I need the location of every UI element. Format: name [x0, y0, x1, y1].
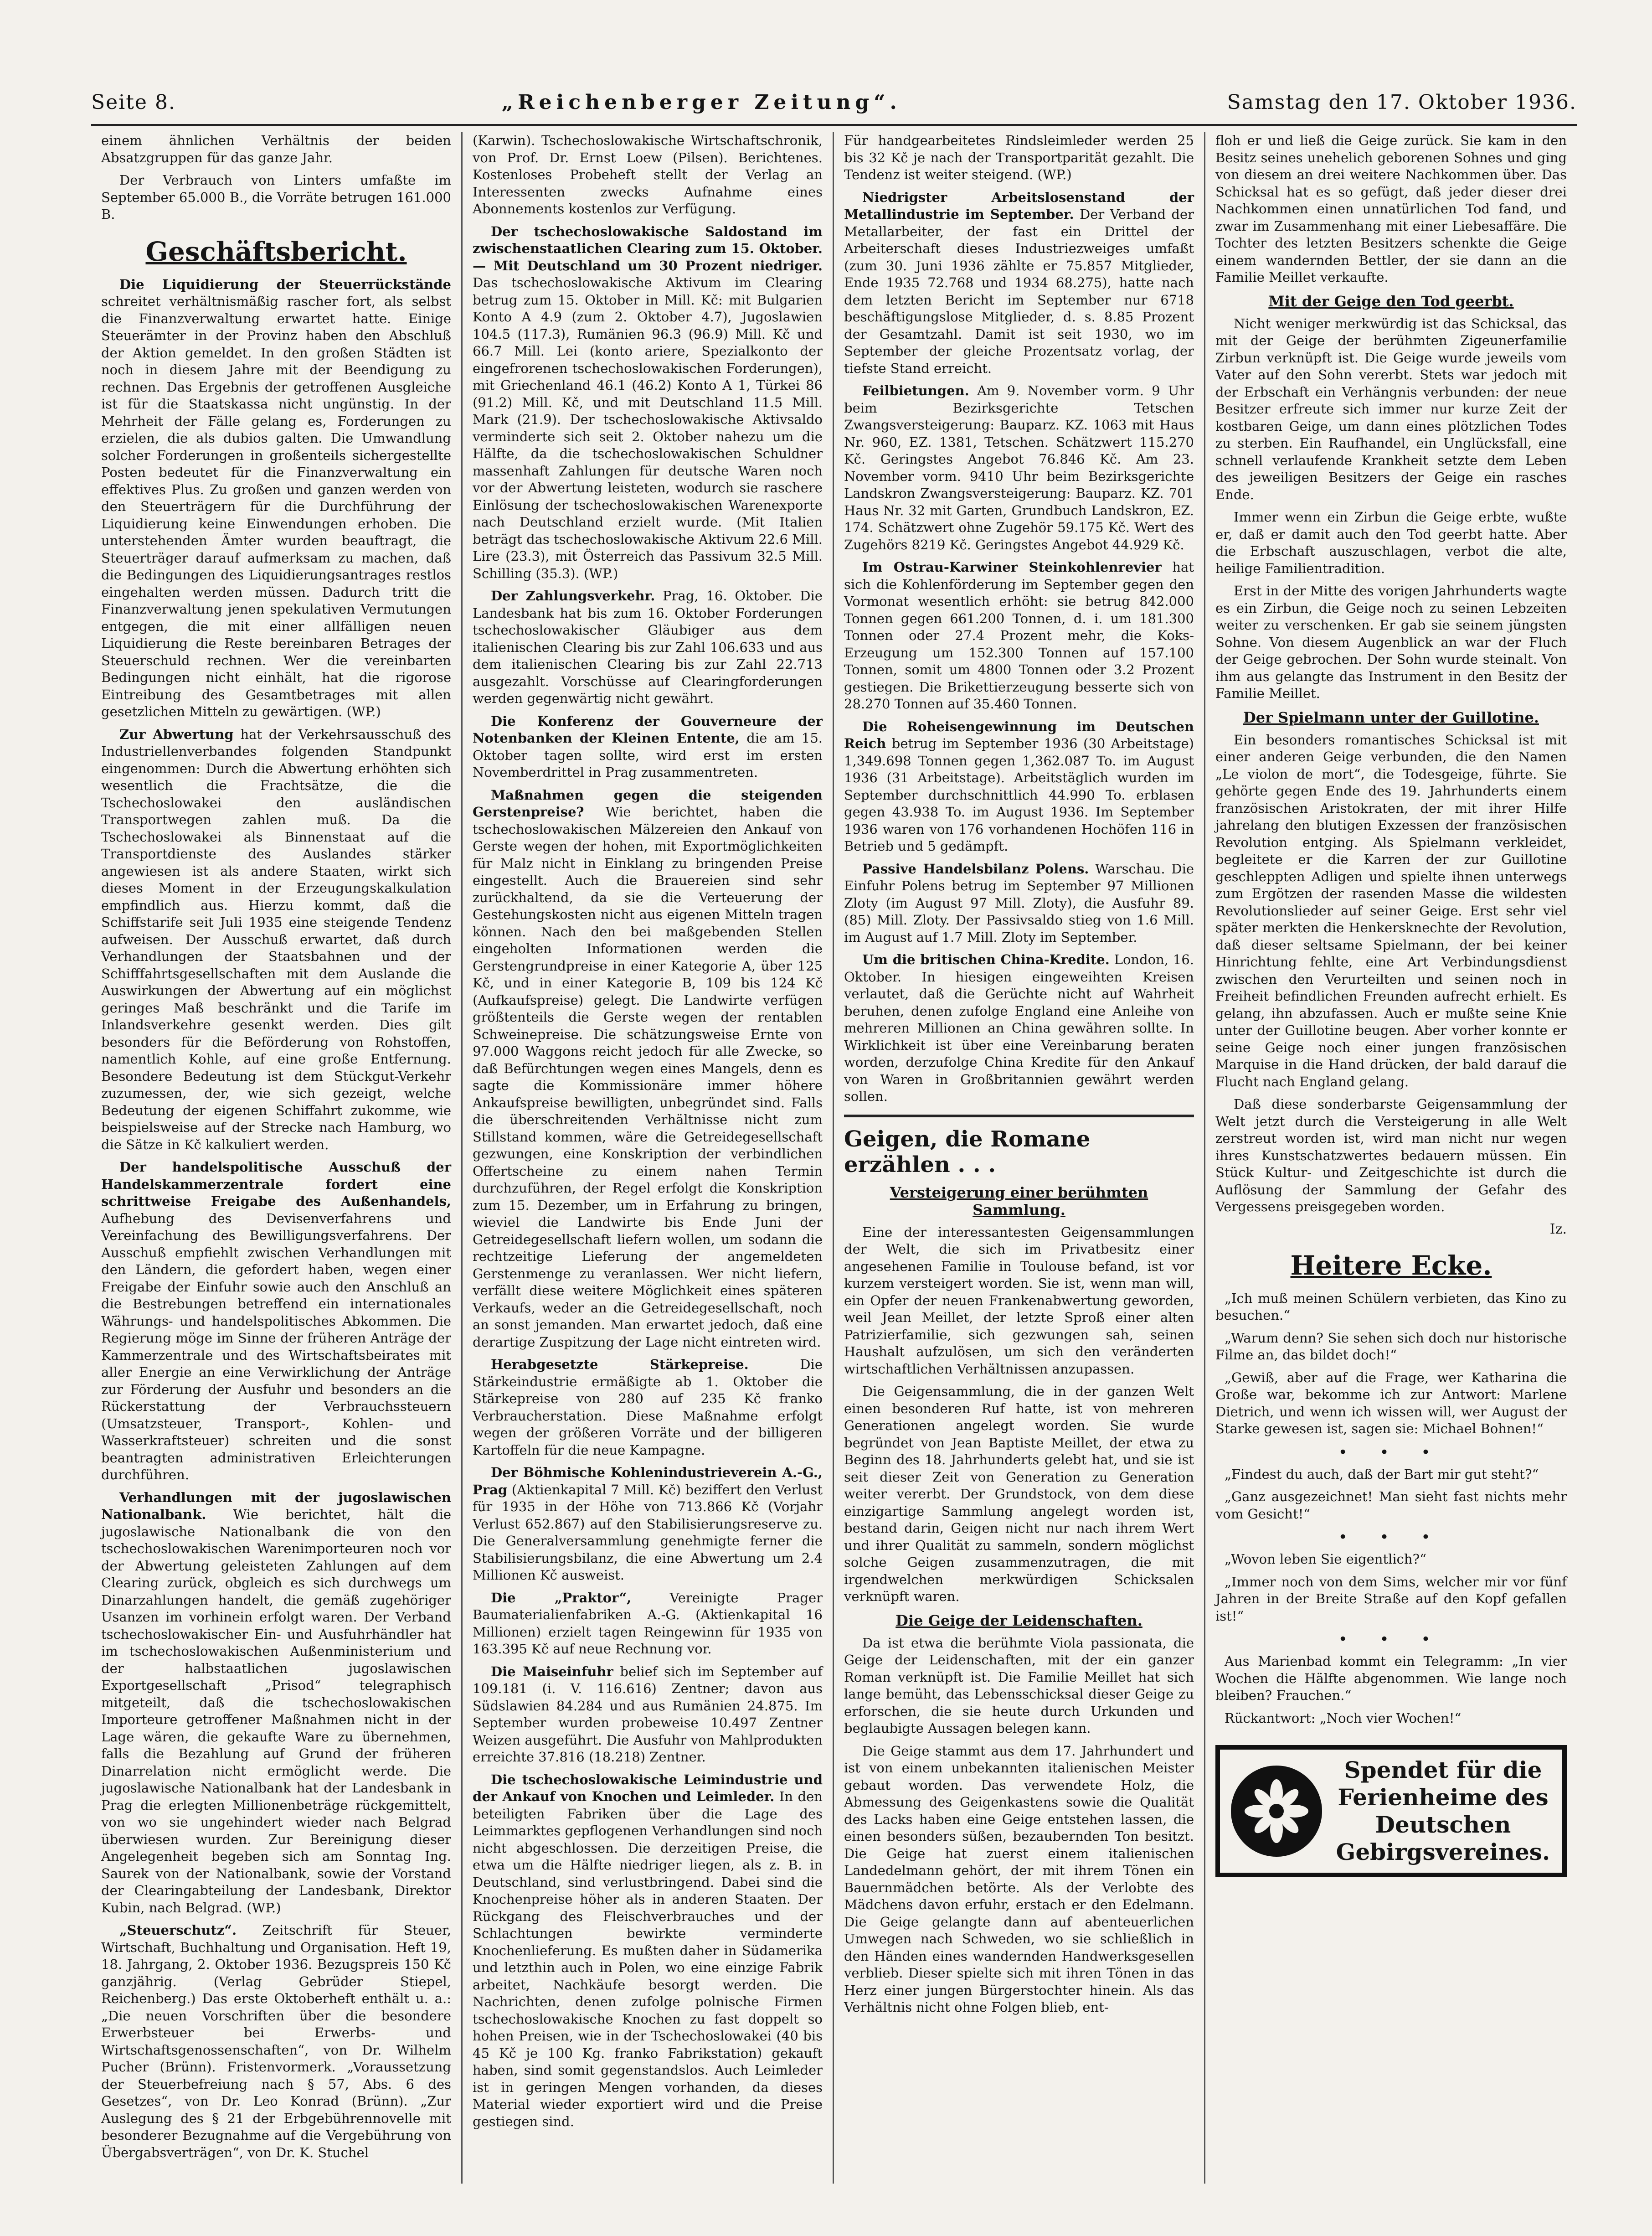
- jokes: [1215, 1290, 1567, 1727]
- paragraph: Ein besonders romantisches Schicksal ist mit einer anderen Geige verbunden, die den Namen „Le violon de mort“, die Todesgeige, führte. Sie gehörte gegen Ende des 19. Jahrhunderts einem französischen Aristokraten, der mit ihrer Hilfe jahrelang den blutigen Exzessen der französischen Revolution entging. Als Spielmann verkleidet, begleitete er die Karren der zur Guillotine geschleppten Adligen und spielte ihnen unterwegs zum Ergötzen der rasenden Masse die wildesten Revolutionslieder auf seiner Geige. Erst sehr viel später merkten die Henkersknechte der Revolution, daß dieser seltsame Spielmann, der bei keiner Hinrichtung fehlte, eine Art Verbindungsdienst zwischen den Verurteilten und seinen noch in Freiheit befindlichen Freunden aufrecht erhielt. Es gelang, ihn abzufassen. Auch er mußte seine Knie unter der Guillotine beugen. Aber vorher konnte er seine Geige noch einer jungen französischen Marquise in die Hand drücken, der bald darauf die Flucht nach England gelang.: [1215, 732, 1567, 1090]
- joke-line: „Gewiß, aber auf die Frage, wer Katharina die Große war, bekomme ich zur Antwort: Marlene Dietrich, und wenn ich wissen will, wer August der Starke gewesen ist, sagen sie: Michael Bohnen!“: [1215, 1369, 1567, 1436]
- article-body: Vereinigte Prager Baumaterialienfabriken A.-G. (Aktienkapital 16 Millionen) erzielt tagen Reingewinn für 1935 von 163.395 Kč auf neue Rechnung vor.: [473, 1590, 823, 1657]
- article: [844, 718, 1194, 855]
- article-body: Zeitschrift für Steuer, Wirtschaft, Buchhaltung und Organisation. Heft 19, 18. Jahrgang, 2. Oktober 1936. Bezugspreis 150 Kč ganzjährig. (Verlag Gebrüder Stiepel, Reichenberg.) Das erste Oktoberheft enthält u. a.: „Die neuen Vorschriften über die besondere Erwerbsteuer bei Erwerbs- und Wirtschaftsgenossenschaften“, von Dr. Wilhelm Pucher (Brünn). Fristenvormerk. „Voraussetzung der Steuerbefreiung nach § 57, Abs. 6 des Gesetzes“, von Dr. Leo Konrad (Brünn). „Zur Auslegung des § 21 der Erbgebührennovelle mit besonderer Bezugnahme auf die Vergebührung von Übergabsverträgen“, von Dr. K. Stuchel: [101, 1922, 452, 2160]
- article: [473, 1464, 823, 1584]
- article: [473, 223, 823, 583]
- column-1: [91, 132, 463, 2184]
- article-body: Der Verband der Metallarbeiter, der fast ein Drittel der Arbeiterschaft dieses Industriezweiges umfaßt (zum 30. Juni 1936 zählte er 75.857 Mitglieder, Ende 1935 72.768 und 1934 68.275), hatte nach dem letzten Bericht im September nur 6718 beschäftigungslose Mitglieder, d. s. 8.85 Prozent der Gesamtzahl. Damit ist seit 1930, wo im September der gleiche Prozentsatz vorlag, der tiefste Stand erreicht.: [844, 207, 1194, 376]
- paragraph: Die Geige stammt aus dem 17. Jahrhundert und ist von einem unbekannten italienischen Meister gebaut worden. Das verwendete Holz, die Abmessung des Geigenkastens sowie die Qualität des Lacks haben eine Geige entstehen lassen, die einen besonders süßen, bezaubernden Ton besitzt. Die Geige hat zuerst einem italienischen Landedelmann gehört, der mit ihrem Tönen ein Bauernmädchen betörte. Als der Verlobte des Mädchens davon erfuhr, erstach er den Edelmann. Die Geige gelangte dann auf abenteuerlichen Umwegen nach Schweden, wo sie schließlich in den Händen eines wandernden Handwerksgesellen verblieb. Dieser spielte sich mit ihren Tönen in das Herz einer jungen Bürgerstochter hinein. Als das Verhältnis nicht ohne Folgen blieb, ent-: [844, 1743, 1194, 2015]
- paragraph: Erst in der Mitte des vorigen Jahrhunderts wagte es ein Zirbun, die Geige noch zu seinen Lebzeiten weiter zu verschenken. Er gab sie seinem jüngsten Sohne. Von diesem Augenblick an war der Fluch der Geige gebrochen. Der Sohn wurde steinalt. Von ihm aus gelangte das Instrument in den Besitz der Familie Meillet.: [1215, 583, 1567, 701]
- joke-line: „Ich muß meinen Schülern verbieten, das Kino zu besuchen.“: [1215, 1290, 1567, 1323]
- column-3: [834, 132, 1205, 2184]
- article-body: die am 15. Oktober tagen sollte, wird erst im ersten Novemberdrittel in Prag zusammentreten.: [473, 730, 823, 780]
- article: [473, 1771, 823, 2131]
- article: [473, 787, 823, 1351]
- paragraph: Eine der interessantesten Geigensammlungen der Welt, die sich im Privatbesitz einer angesehenen Familie in Toulouse befand, ist vor kurzem versteigert worden. Sie ist, wenn man will, ein Opfer der neuen Frankenabwertung geworden, weil Jean Meillet, der letzte Sproß einer alten Patrizierfamilie, sich gezwungen sah, seinen Haushalt aufzulösen, um sich den veränderten wirtschaftlichen Verhältnissen anzupassen.: [844, 1224, 1194, 1377]
- article: [844, 559, 1194, 713]
- article: [473, 1356, 823, 1459]
- joke-line: „Findest du auch, daß der Bart mir gut steht?“: [1225, 1466, 1539, 1482]
- article-headline: Im Ostrau-Karwiner Steinkohlenrevier: [862, 559, 1162, 575]
- article-body: schreitet verhältnismäßig rascher fort, als selbst die Finanzverwaltung erwartet hatte. Einige Steuerämter in der Provinz haben den Abschluß der Aktion gemeldet. In den großen Städten ist noch in diesem Jahre mit der Beendigung zu rechnen. Das Ergebnis der getroffenen Ausgleiche ist für die Staatskassa nicht ungünstig. In der Mehrheit der Fälle gelang es, Forderungen zu erzielen, die als dubios galten. Die Umwandlung solcher Forderungen in großenteils sichergestellte Posten bedeutet für die Finanzverwaltung ein effektives Plus. Zu großen und ganzen werden von den Steuerträgern für die Durchführung der Liquidierung keine Einwendungen erhoben. Die unterstehenden Ämter wurden beauftragt, die Steuerträger darauf aufmerksam zu machen, daß die Bedingungen des Liquidierungsantrages restlos eingehalten werden müssen. Dadurch tritt die Finanzverwaltung jenen spekulativen Vermutungen entgegen, die mit einer allfälligen neuen Liquidierung die Reste bereinbaren Betrages der Steuerschuld rechnen. Wer die vereinbarten Bedingungen nicht einhält, hat die rigorose Eintreibung des Gesamtbetrages mit allen gesetzlichen Mitteln zu gewärtigen. (WP.): [101, 294, 451, 719]
- paragraph: Die Geigensammlung, die in der ganzen Welt einen besonderen Ruf hatte, ist von mehreren Generationen angelegt worden. Sie wurde begründet von Jean Baptiste Meillet, der etwa zu Beginn des 18. Jahrhunderts gelebt hat, und sie ist seit dieser Zeit von Generation zu Generation weiter vererbt. Der Grundstock, von dem diese einzigartige Sammlung angelegt worden ist, bestand darin, Geigen nicht nur nach ihrem Wert und ihrer Qualität zu sammeln, sondern möglichst solche Geigen zusammenzutragen, die mit irgendwelchen merkwürdigen Schicksalen verknüpft waren.: [844, 1384, 1194, 1604]
- separator-dots: • • •: [1338, 1528, 1444, 1546]
- article-headline: Niedrigster Arbeitslosenstand der Metallindustrie im September.: [844, 189, 1194, 222]
- article-body: Die Stärkeindustrie ermäßigte ab 1. Oktober die Stärkepreise von 280 auf 235 Kč franko Verbraucherstation. Diese Maßnahme erfolgt wegen der größeren Vorräte und der billigeren Kartoffeln für die neue Kampagne.: [473, 1357, 823, 1458]
- feuilleton-subtitle: Versteigerung einer berühmten Sammlung.: [890, 1183, 1148, 1219]
- paragraph: floh er und ließ die Geige zurück. Sie kam in den Besitz seines unehelich geborenen Sohnes und ging von diesem an drei weitere Nachkommen über. Das Schicksal hat es so gefügt, daß jeder dieser drei Nachkommen einen unnatürlichen Tod fand, und zwar im Zusammenhang mit einer Liebesaffäre. Die Tochter des letzten Besitzers schenkte die Geige einem wandernden Bettler, der sie dann an die Familie Meillet verkaufte.: [1215, 133, 1567, 285]
- advertisement-text: Spendet für die Ferienheime des Deutschen Gebirgsvereines.: [1336, 1756, 1550, 1865]
- article-headline: Der handelspolitische Ausschuß der Handelskammerzentrale fordert eine schrittweise Freigabe des Außenhandels,: [101, 1159, 451, 1209]
- article-headline: Die tschechoslowakische Leimindustrie und der Ankauf von Knochen und Leimleder.: [473, 1771, 823, 1804]
- column-4: [1205, 132, 1577, 2184]
- paragraph: einem ähnlichen Verhältnis der beiden Absatzgruppen für das ganze Jahr.: [101, 133, 451, 165]
- feuilleton-rule: [844, 1115, 1194, 1117]
- article-body: Das tschechoslowakische Aktivum im Clearing betrug zum 15. Oktober in Mill. Kč: mit Bulgarien Konto A 4.9 (zum 2. Oktober 4.7), Jugoslawien 104.5 (117.3), Rumänien 96.3 (96.9) Mill. Kč und 66.7 Mill. Lei (konto ariere, Spezialkonto der eingefrorenen tschechoslowakischen Forderungen), mit Griechenland 46.1 (46.2) Konto A 1, Türkei 86 (91.2) Mill. Kč, und mit Deutschland 11.5 Mill. Mark (21.9). Der tschechoslowakische Aktivsaldo verminderte sich seit 2. Oktober nahezu um die Hälfte, da die tschechoslowakischen Schuldner massenhaft Zahlungen für deutsche Waren noch vor der Abwertung leisteten, wodurch sie raschere Einlösung der tschechoslowakischen Warenexporte nach Deutschland erzielt wurde. (Mit Italien beträgt das tschechoslowakische Aktivum 22.6 Mill. Lire (23.3), mit Österreich das Passivum 32.5 Mill. Schilling (35.3). (WP.): [473, 275, 823, 581]
- article: [101, 1489, 451, 1917]
- separator-dots: • • •: [1338, 1443, 1444, 1461]
- article-headline: Die Konferenz der Gouverneure der Notenbanken der Kleinen Entente,: [473, 713, 823, 746]
- header-rule: [91, 124, 1577, 126]
- article-body: hat sich die Kohlenförderung im September gegen den Vormonat wesentlich erhöht: sie betrug 842.000 Tonnen gegen 661.200 Tonnen, d. i. um 181.300 Tonnen oder 27.4 Prozent mehr, die Koks-Erzeugung um 152.300 Tonnen auf 157.100 Tonnen, somit um 4800 Tonnen oder 3.2 Prozent gestiegen. Die Brikettierzeugung besserte sich von 28.270 Tonnen auf 35.460 Tonnen.: [844, 559, 1194, 712]
- joke-line: Aus Marienbad kommt ein Telegramm: „In vier Wochen die Hälfte abgenommen. Wie lange noch bleiben? Frauchen.“: [1215, 1653, 1567, 1703]
- separator-dots: • • •: [1338, 1630, 1444, 1648]
- article-headline: Passive Handelsbilanz Polens.: [862, 861, 1089, 877]
- joke-line: „Ganz ausgezeichnet! Man sieht fast nichts mehr vom Gesicht!“: [1215, 1489, 1567, 1522]
- article-headline: Verhandlungen mit der jugoslawischen Nationalbank.: [101, 1489, 451, 1522]
- article: [101, 276, 451, 721]
- article: [844, 382, 1194, 553]
- columns: [91, 132, 1577, 2184]
- article-headline: „Steuerschutz“.: [119, 1922, 237, 1938]
- article-body: Am 9. November vorm. 9 Uhr beim Bezirksgerichte Tetschen Zwangsversteigerung: Bauparz. KZ. 1063 mit Haus Nr. 960, EZ. 1381, Tetschen. Schätzwert 115.270 Kč. Geringstes Angebot 76.846 Kč. Am 23. November vorm. 9410 Uhr beim Bezirksgerichte Landskron Zwangsversteigerung: Bauparz. KZ. 701 Haus Nr. 32 mit Garten, Grundbuch Landskron, EZ. 174. Schätzwert ohne Zugehör 59.175 Kč. Wert des Zugehörs 8219 Kč. Geringstes Angebot 44.929 Kč.: [844, 383, 1194, 553]
- article: [101, 726, 451, 1154]
- section-title: Geschäftsbericht.: [145, 236, 407, 267]
- article: [844, 951, 1194, 1105]
- article-body: belief sich im September auf 109.181 (i. V. 116.616) Zentner; davon aus Südslawien 84.284 und aus Rumänien 24.875. Im September wurden probeweise 10.497 Zentner Weizen ausgeführt. Die Ausfuhr von Mahlprodukten erreichte 37.816 (18.218) Zentner.: [473, 1663, 823, 1765]
- article: [473, 713, 823, 781]
- column-2: [463, 132, 834, 2184]
- feuilleton-title: Geigen, die Romane erzählen . . .: [844, 1126, 1091, 1177]
- joke-line: „Wovon leben Sie eigentlich?“: [1225, 1551, 1426, 1567]
- article: [473, 1663, 823, 1766]
- article: [473, 588, 823, 707]
- article-headline: Um die britischen China-Kredite.: [862, 952, 1110, 967]
- joke-line: Rückantwort: „Noch vier Wochen!“: [1225, 1710, 1462, 1726]
- paragraph: Für handgearbeitetes Rindsleimleder werden 25 bis 32 Kč je nach der Transportparität gezahlt. Die Tendenz ist weiter steigend. (WP.): [844, 133, 1194, 182]
- article-body: Prag, 16. Oktober. Die Landesbank hat bis zum 16. Oktober Forderungen tschechoslowakischer Gläubiger aus dem italienischen Clearing bis zur Zahl 106.633 und aus dem italienischen Clearing bis zur Zahl 22.713 ausgezahlt. Vorschüsse auf Clearingforderungen werden gegenwärtig nicht gewährt.: [473, 588, 823, 706]
- article-headline: Zur Abwertung: [119, 726, 234, 742]
- article-body: London, 16. Oktober. In hiesigen eingeweihten Kreisen verlautet, daß die Gerüchte nicht auf Wahrheit beruhen, denen zufolge England eine Anleihe von mehreren Millionen an China gewähren sollte. In Wirklichkeit ist über eine Vereinbarung beraten worden, derzufolge China Kredite für den Ankauf von Waren in Großbritannien gewährt werden sollen.: [844, 952, 1194, 1104]
- paragraph: (Karwin). Tschechoslowakische Wirtschaftschronik, von Prof. Dr. Ernst Loew (Pilsen). Berichtenes. Kostenloses Probeheft stellt der Verlag an Interessenten zwecks Aufnahme eines Abonnements kostenlos zur Verfügung.: [473, 133, 823, 217]
- newspaper-page: [91, 82, 1577, 2197]
- masthead: „Reichenberger Zeitung“.: [501, 91, 901, 114]
- issue-date: Samstag den 17. Oktober 1936.: [1227, 91, 1577, 114]
- edelweiss-emblem-icon: [1231, 1766, 1322, 1857]
- article: [101, 1159, 451, 1484]
- page-header: [91, 82, 1577, 114]
- article-headline: Der tschechoslowakische Saldostand im zwischenstaatlichen Clearing zum 15. Oktober. — Mit Deutschland um 30 Prozent niedriger.: [473, 223, 823, 274]
- article-body: Wie berichtet, hält die jugoslawische Nationalbank die von den tschechoslowakischen Warenimporteuren noch vor der Abwertung geleisteten Zahlungen auf dem Clearing zurück, obgleich es sich durchwegs um Dinarzahlungen handelt, die gemäß zugehöriger Usanzen im vorhinein erfolgt waren. Der Verband tschechoslowakischer Ein- und Ausfuhrhändler hat im tschechoslowakischen Außenministerium und der halbstaatlichen jugoslawischen Exportgesellschaft „Prisod“ telegraphisch mitgeteilt, daß die tschechoslowakischen Importeure getroffener Maßnahmen nicht in der Lage wären, die gekaufte Ware zu übernehmen, falls die Bezahlung auf Grund der früheren Dinarrelation nicht ermöglicht werde. Die jugoslawische Nationalbank hat der Landesbank in Prag die erlegten Millionenbeträge rückgemittelt, von wo sie ungehindert wieder nach Belgrad überwiesen wurden. Zur Bereinigung dieser Angelegenheit begeben sich am Sonntag Ing. Saurek von der Nationalbank, sowie der Vorstand der Clearingabteilung der Landesbank, Direktor Kubin, nach Belgrad. (WP.): [101, 1507, 451, 1916]
- article-body: Warschau. Die Einfuhr Polens betrug im September 97 Millionen Zloty (im August 97 Mill. Zloty), die Ausfuhr 89. (85) Mill. Zloty. Der Passivsaldo stieg von 1.6 Mill. im August auf 1.7 Mill. Zloty im September.: [844, 861, 1194, 945]
- article-headline: Die Liquidierung der Steuerrückstände: [119, 276, 451, 292]
- subheading: Der Spielmann unter der Guillotine.: [1243, 708, 1539, 726]
- article-headline: Maßnahmen gegen die steigenden Gerstenpreise?: [473, 787, 823, 820]
- subheading: Mit der Geige den Tod geerbt.: [1268, 292, 1514, 310]
- article-body: betrug im September 1936 (30 Arbeitstage) 1,349.698 Tonnen gegen 1,362.087 To. im August 1936 (31 Arbeitstage). Arbeitstäglich wurden im September durchschnittlich 44.990 To. erblasen gegen 43.938 To. im August 1936. Im September 1936 waren von 176 vorhandenen Hochöfen 116 in Betrieb und 5 gedämpft.: [844, 736, 1194, 854]
- paragraph: Nicht weniger merkwürdig ist das Schicksal, das mit der Geige der berühmten Zigeunerfamilie Zirbun verknüpft ist. Die Geige wurde jeweils vom Vater auf den Sohn vererbt. Stets war jedoch mit der Erbschaft ein Verhängnis verbunden: der neue Besitzer erfreute sich immer nur kurze Zeit der kostbaren Geige, um dann eines plötzlichen Todes zu sterben. Ein Raufhandel, ein Unglücksfall, eine schnell verlaufende Krankheit setzte dem Leben des jeweiligen Besitzers der Geige ein rasches Ende.: [1215, 315, 1567, 502]
- paragraph: Immer wenn ein Zirbun die Geige erbte, wußte er, daß er damit auch den Tod geerbt hatte. Aber die Erbschaft auszuschlagen, verbot die alte, heilige Familientradition.: [1215, 509, 1567, 576]
- paragraph: Da ist etwa die berühmte Viola passionata, die Geige der Leidenschaften, mit der ein ganzer Roman verknüpft ist. Die Familie Meillet hat sich lange bemüht, das Lebensschicksal dieser Geige zu erforschen, die sie heute durch Urkunden und beglaubigte Aussagen belegen kann.: [844, 1635, 1194, 1736]
- article-headline: Herabgesetzte Stärkepreise.: [491, 1357, 749, 1372]
- article-headline: Feilbietungen.: [862, 383, 969, 398]
- article-body: Wie berichtet, haben die tschechoslowakischen Mälzereien den Ankauf von Gerste wegen der hohen, mit Exportmöglichkeiten für Malz nicht in Einklang zu bringenden Preise eingestellt. Auch die Brauereien sind sehr zurückhaltend, da sie die Verteuerung der Gestehungskosten nicht aus eigenen Mitteln tragen können. Nach den bei maßgebenden Stellen eingeholten Informationen werden die Gerstengrundpreise in einer Kategorie A, über 125 Kč, und in einer Kategorie B, 109 bis 124 Kč (Aufkaufspreise) gelegt. Die Landwirte verfügen größtenteils die Gerste wegen der rentablen Schweinepreise. Die schätzungsweise Ernte von 97.000 Waggons reicht jedoch für alle Zwecke, so daß Befürchtungen wegen eines Mangels, denn es sagte die Kommissionäre immer höhere Ankaufspreise bewilligten, unbegründet sind. Falls die überschreitenden Verhältnisse nicht zum Stillstand kommen, wäre die Getreidegesellschaft gezwungen, eine Konskription der verbindlichen Offertscheine zu einem nahen Termin durchzuführen, der Regel erfolgt die Konskription zum 15. Dezember, um in Erfahrung zu bringen, wieviel die Landwirte bis Ende Juni der Getreidegesellschaft liefern wollen, um sodann die rechtzeitige Lieferung der angemeldeten Gerstenmenge zu veranlassen. Wer nicht liefern, verfällt diese weitere Möglichkeit eines späteren Verkaufs, weder an die Getreidegesellschaft, noch an sonst jemanden. Man erwartet jedoch, daß eine derartige Zuspitzung der Lage nicht eintreten wird.: [473, 804, 823, 1350]
- article: [473, 1590, 823, 1658]
- article: [844, 189, 1194, 377]
- article-headline: Die Maiseinfuhr: [491, 1663, 613, 1679]
- article-headline: Der Böhmische Kohlenindustrieverein A.-G., Prag: [473, 1465, 823, 1498]
- article-body: hat der Verkehrsausschuß des Industriellenverbandes folgenden Standpunkt eingenommen: Durch die Abwertung erhöhten sich wesentlich die Frachtsätze, die die Tschechoslowakei den ausländischen Transportwegen zahlen muß. Da die Tschechoslowakei als Binnenstaat auf die Transportdienste des Auslandes stärker angewiesen ist als andere Staaten, wirkt sich dieses Moment in der Erzeugungskalkulation empfindlich aus. Hierzu kommt, daß die Schiffstarife seit Juli 1935 eine steigende Tendenz aufweisen. Der Ausschuß erwartet, daß durch Verhandlungen der Staatsbahnen und der Schifffahrtsgesellschaften mit dem Auslande die Auswirkungen der Abwertung auf ein möglichst geringes Maß beschränkt und die Tarife im Inlandsverkehre gesenkt werden. Dies gilt besonders für die Beförderung von Rohstoffen, namentlich Kohle, auf eine große Entfernung. Besondere Bedeutung ist dem Stückgut-Verkehr zuzumessen, der, wie sich gezeigt, welche Bedeutung der eigenen Schiffahrt zukomme, wie beispielsweise auf der Strecke nach Hamburg, wo die Sätze in Kč kalkuliert werden.: [101, 726, 451, 1152]
- article-body: In den beteiligten Fabriken über die Lage des Leimmarktes gepflogenen Verhandlungen sind noch nicht abgeschlossen. Die derzeitigen Preise, die etwa um die Hälfte niedriger liegen, als z. B. in Deutschland, sind verlustbringend. Dabei sind die Knochenpreise höher als in anderen Staaten. Der Rückgang des Fleischverbrauches und der Schlachtungen bewirkte verminderte Knochenlieferung. Es mußten daher in Südamerika und letzthin auch in Polen, wo eine einzige Fabrik arbeitet, Nachkäufe besorgt werden. Die Nachrichten, denen zufolge polnische Firmen tschechoslowakische Knochen zu fast doppelt so hohen Preisen, wie in der Tschechoslowakei (40 bis 45 Kč je 100 Kg. franko Fabrikstation) gekauft haben, sind somit gegenstandslos. Auch Leimleder ist in geringen Mengen vorhanden, da dieses Material wieder exportiert wird und die Preise gestiegen sind.: [473, 1789, 823, 2129]
- paragraph: Der Verbrauch von Linters umfaßte im September 65.000 B., die Vorräte betrugen 161.000 B.: [101, 172, 451, 222]
- article: [101, 1922, 451, 2161]
- joke-line: „Immer noch von dem Sims, welcher mir vor fünf Jahren in der Breite Straße auf den Kopf gefallen ist!“: [1215, 1574, 1567, 1624]
- article-body: Aufhebung des Devisenverfahrens und Vereinfachung des Bewilligungsverfahrens. Der Ausschuß empfiehlt zwischen Verhandlungen mit den Ländern, die gefordert haben, wegen einer Freigabe der Einfuhr sowie auch den Anschluß an die Bestrebungen betreffend ein internationales Währungs- und handelspolitisches Abkommen. Die Regierung möge im Sinne der früheren Anträge der Kammerzentrale und des Wirtschaftsbeirates mit aller Energie an eine Verwirklichung der Anträge zur Förderung der Ausfuhr und besonders an die Rückerstattung der Verbrauchssteuern (Umsatzsteuer, Transport-, Kohlen- und Wasserkraftsteuer) schreiten und die sonst beantragten administrativen Erleichterungen durchführen.: [101, 1210, 451, 1482]
- section-title: Heitere Ecke.: [1290, 1250, 1492, 1281]
- article-headline: Der Zahlungsverkehr.: [491, 588, 655, 604]
- advertisement-box: [1215, 1745, 1567, 1877]
- paragraph: Daß diese sonderbarste Geigensammlung der Welt jetzt durch die Versteigerung in alle Welt zerstreut worden ist, wird man nicht nur wegen ihres Kunstschatzwertes bedauern müssen. Ein Stück Kultur- und Zeitgeschichte ist durch die Auflösung der Sammlung der Gefahr des Vergessens preisgegeben worden.: [1215, 1096, 1567, 1214]
- page-number: Seite 8.: [91, 91, 176, 114]
- article-headline: Die Roheisengewinnung im Deutschen Reich: [844, 718, 1194, 751]
- author-sign: Iz.: [1549, 1221, 1567, 1237]
- subheading: Die Geige der Leidenschaften.: [895, 1611, 1143, 1629]
- joke-line: „Warum denn? Sie sehen sich doch nur historische Filme an, das bildet doch!“: [1215, 1330, 1567, 1363]
- article: [844, 861, 1194, 946]
- article-body: (Aktienkapital 7 Mill. Kč) beziffert den Verlust für 1935 in der Höhe von 713.866 Kč (Vorjahr Verlust 652.867) auf den Stabilisierungsreserve zu. Die Generalversammlung genehmigte ferner die Stabilisierungsbilanz, die eine Abwertung um 2.4 Millionen Kč ausweist.: [473, 1482, 823, 1583]
- flower-icon: [1242, 1777, 1311, 1845]
- article-headline: Die „Praktor“,: [491, 1590, 632, 1606]
